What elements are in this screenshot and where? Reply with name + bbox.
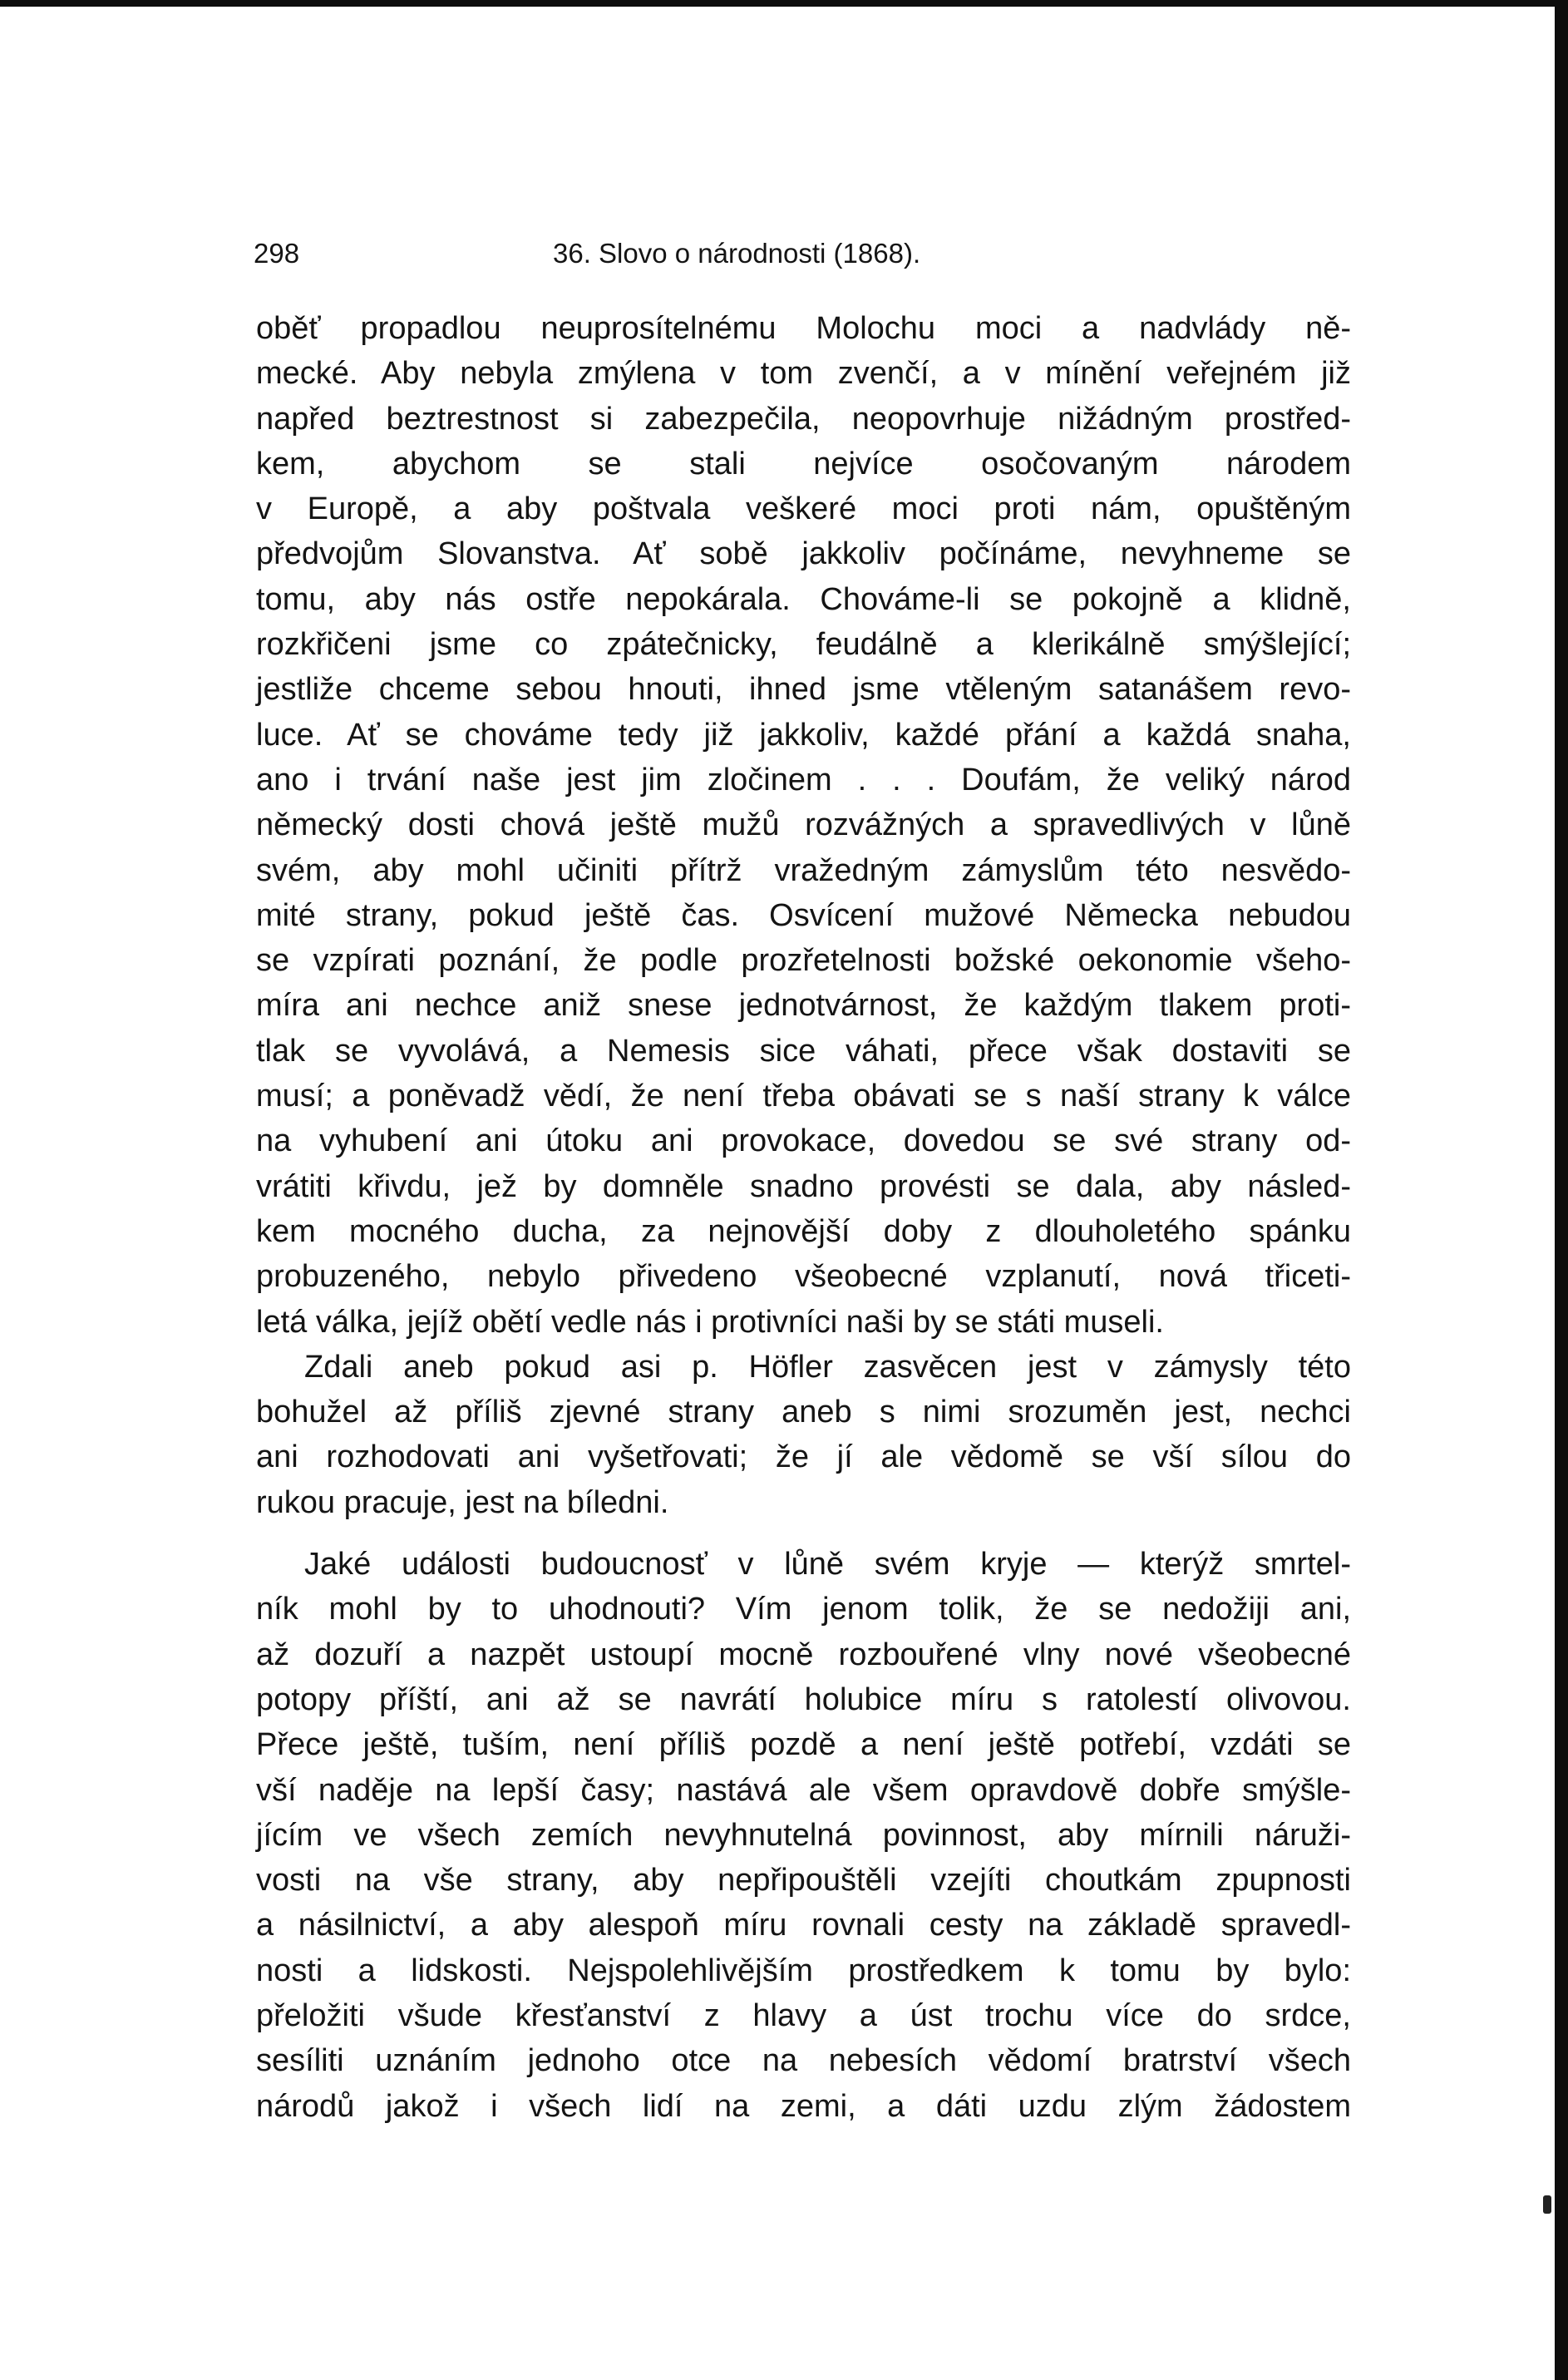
text-line: Jaké události budoucnosť v lůně svém kryje — kterýž smrtel- xyxy=(304,1547,1351,1583)
text-line: německý dosti chová ještě mužů rozvážných a spravedlivých v lůně xyxy=(256,807,1351,843)
text-line: kem, abychom se stali nejvíce osočovaným národem xyxy=(256,446,1351,481)
text-line: jícím ve všech zemích nevyhnutelná povinnost, aby mírnili náruži- xyxy=(256,1817,1351,1853)
text-line: luce. Ať se chováme tedy již jakkoliv, každé přání a každá snaha, xyxy=(256,717,1351,753)
paragraph-2 xyxy=(256,1345,1351,1525)
text-line: sesíliti uznáním jednoho otce na nebesích vědomí bratrství všech xyxy=(256,2043,1351,2079)
text-line: ano i trvání naše jest jim zločinem . . . Doufám, že veliký národ xyxy=(256,762,1351,797)
text-line: bohužel až příliš zjevné strany aneb s nimi srozuměn jest, nechci xyxy=(256,1395,1351,1430)
text-line: napřed beztrestnost si zabezpečila, neopovrhuje nižádným prostřed- xyxy=(256,401,1351,437)
page-number: 298 xyxy=(254,238,300,269)
text-line: v Europě, a aby poštvala veškeré moci proti nám, opuštěným xyxy=(256,491,1351,527)
text-line: Přece ještě, tuším, není příliš pozdě a není ještě potřebí, vzdáti se xyxy=(256,1727,1351,1763)
text-line: potopy příští, ani až se navrátí holubice míru s ratolestí olivovou. xyxy=(256,1681,1351,1717)
text-line: ník mohl by to uhodnouti? Vím jenom tolik, že se nedožiji ani, xyxy=(256,1592,1351,1627)
text-line: tlak se vyvolává, a Nemesis sice váhati, přece však dostaviti se xyxy=(256,1033,1351,1069)
text-line: přeložiti všude křesťanství z hlavy a úst trochu více do srdce, xyxy=(256,1997,1351,2033)
text-line: tomu, aby nás ostře nepokárala. Chováme-li se pokojně a klidně, xyxy=(256,581,1351,617)
running-title: 36. Slovo o národnosti (1868). xyxy=(553,238,921,269)
text-line: svém, aby mohl učiniti přítrž vražedným zámyslům této nesvědo- xyxy=(256,852,1351,888)
paragraph-gap xyxy=(256,1525,1351,1542)
text-line: vosti na vše strany, aby nepřipouštěli vzejíti choutkám zpupnosti xyxy=(256,1863,1351,1899)
text-line: ani rozhodovati ani vyšetřovati; že jí ale vědomě se vší sílou do xyxy=(256,1439,1351,1475)
body-text xyxy=(256,306,1351,2129)
text-line: a násilnictví, a aby alespoň míru rovnali cesty na základě spravedl- xyxy=(256,1908,1351,1943)
scan-right-border xyxy=(1555,0,1568,2380)
text-line: Zdali aneb pokud asi p. Höfler zasvěcen jest v zámysly této xyxy=(304,1349,1351,1385)
text-line: probuzeného, nebylo přivedeno všeobecné vzplanutí, nová třiceti- xyxy=(256,1259,1351,1295)
text-line: mité strany, pokud ještě čas. Osvícení mužové Německa nebudou xyxy=(256,897,1351,933)
page-header xyxy=(254,233,1351,274)
text-line: se vzpírati poznání, že podle prozřetelnosti božské oekonomie všeho- xyxy=(256,943,1351,979)
text-line: předvojům Slovanstva. Ať sobě jakkoliv počínáme, nevyhneme se xyxy=(256,536,1351,572)
text-line: musí; a poněvadž vědí, že není třeba obávati se s naší strany k válce xyxy=(256,1079,1351,1114)
scan-edge-mark xyxy=(1543,2195,1551,2214)
text-line: vrátiti křivdu, jež by domněle snadno provésti se dala, aby násled- xyxy=(256,1168,1351,1204)
text-line: jestliže chceme sebou hnouti, ihned jsme vtěleným satanášem revo- xyxy=(256,672,1351,708)
text-line: až dozuří a nazpět ustoupí mocně rozbouřené vlny nové všeobecné xyxy=(256,1637,1351,1672)
text-line: rukou pracuje, jest na bíledni. xyxy=(256,1484,669,1520)
text-line: oběť propadlou neuprosítelnému Molochu moci a nadvlády ně- xyxy=(256,311,1351,346)
text-line: vší naděje na lepší časy; nastává ale všem opravdově dobře smýšle- xyxy=(256,1772,1351,1808)
text-line: letá válka, jejíž obětí vedle nás i protivníci naši by se státi museli. xyxy=(256,1304,1164,1340)
scan-top-border xyxy=(0,0,1568,7)
text-line: kem mocného ducha, za nejnovější doby z dlouholetého spánku xyxy=(256,1213,1351,1249)
text-line: rozkřičeni jsme co zpátečnicky, feudálně a klerikálně smýšlející; xyxy=(256,627,1351,663)
text-line: míra ani nechce aniž snese jednotvárnost, že každým tlakem proti- xyxy=(256,988,1351,1024)
text-line: mecké. Aby nebyla zmýlena v tom zvenčí, a v mínění veřejném již xyxy=(256,356,1351,392)
paragraph-1 xyxy=(256,306,1351,1345)
text-line: na vyhubení ani útoku ani provokace, dovedou se své strany od- xyxy=(256,1123,1351,1159)
text-line: nosti a lidskosti. Nejspolehlivějším prostředkem k tomu by bylo: xyxy=(256,1953,1351,1988)
text-line: národů jakož i všech lidí na zemi, a dáti uzdu zlým žádostem xyxy=(256,2088,1351,2124)
paragraph-3 xyxy=(256,1542,1351,2129)
